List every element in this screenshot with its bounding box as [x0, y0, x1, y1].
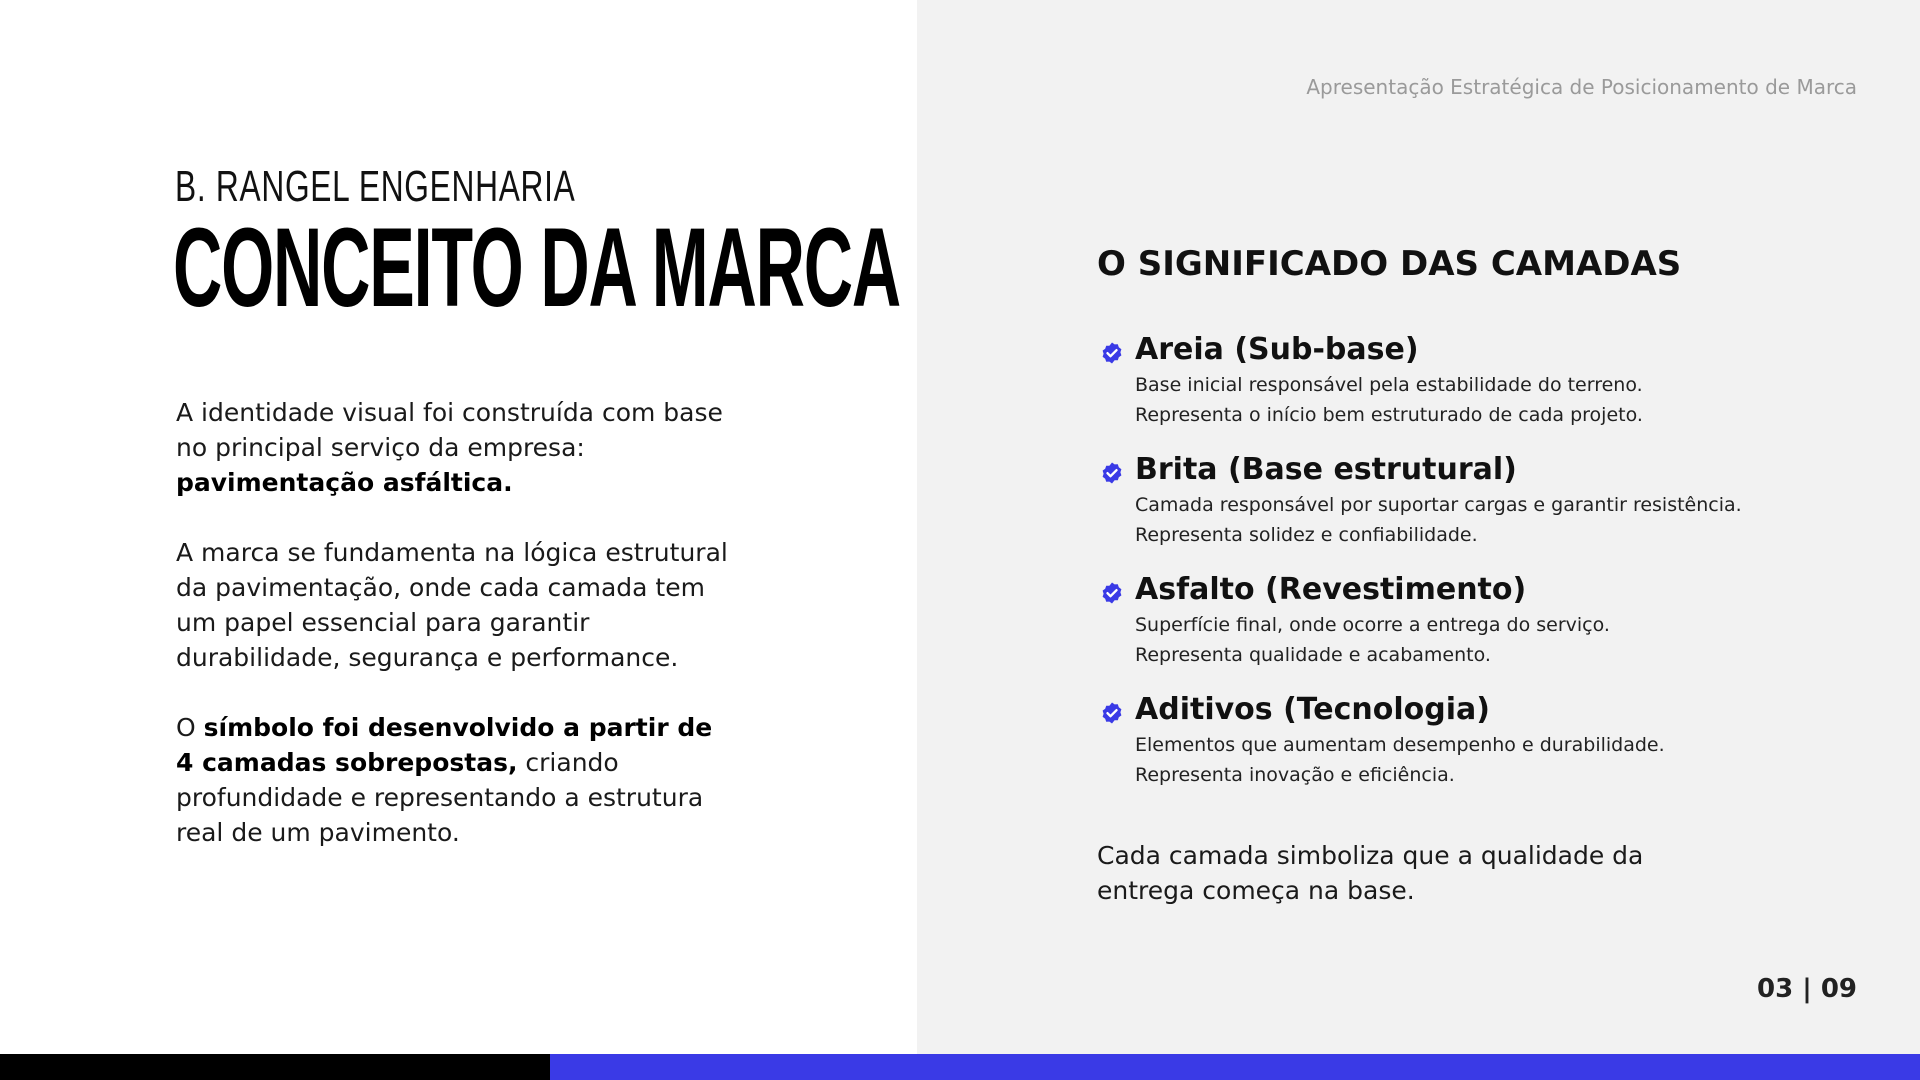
verified-check-icon	[1100, 341, 1124, 365]
paragraph-1: A identidade visual foi construída com base no principal serviço da empresa: pavimentação asfáltica.	[176, 398, 723, 497]
brand-name: B. RANGEL ENGENHARIA	[175, 162, 576, 211]
layer-title: Brita (Base estrutural)	[1135, 452, 1517, 487]
footer-bar-black	[0, 1054, 550, 1080]
layer-description: Representa solidez e confiabilidade.	[1135, 524, 1478, 546]
layer-description: Representa inovação e eficiência.	[1135, 764, 1455, 786]
layer-description: Base inicial responsável pela estabilidade do terreno.	[1135, 374, 1643, 396]
layer-item	[1097, 570, 1857, 690]
layer-description: Superfície final, onde ocorre a entrega do serviço.	[1135, 614, 1610, 636]
intro-text	[176, 395, 736, 885]
closing-statement: Cada camada simboliza que a qualidade da entrega começa na base.	[1097, 841, 1644, 905]
layers-list	[1097, 330, 1857, 810]
layer-title: Asfalto (Revestimento)	[1135, 572, 1527, 607]
layer-title: Areia (Sub-base)	[1135, 332, 1419, 367]
paragraph-2: A marca se fundamenta na lógica estrutural da pavimentação, onde cada camada tem um papel essencial para garantir durabilidade, segurança e performance.	[176, 538, 728, 672]
layer-item	[1097, 330, 1857, 450]
layer-item	[1097, 690, 1857, 810]
page-title: CONCEITO DA MARCA	[173, 205, 900, 330]
presentation-caption: Apresentação Estratégica de Posicionamento de Marca	[1306, 75, 1857, 99]
layer-item	[1097, 450, 1857, 570]
layer-description: Representa qualidade e acabamento.	[1135, 644, 1491, 666]
verified-check-icon	[1100, 701, 1124, 725]
layer-description: Elementos que aumentam desempenho e durabilidade.	[1135, 734, 1665, 756]
footer-bar-blue	[550, 1054, 1920, 1080]
section-title: O SIGNIFICADO DAS CAMADAS	[1097, 244, 1682, 284]
layer-description: Representa o início bem estruturado de cada projeto.	[1135, 404, 1643, 426]
verified-check-icon	[1100, 581, 1124, 605]
layer-description: Camada responsável por suportar cargas e garantir resistência.	[1135, 494, 1742, 516]
page-number: 03 | 09	[1757, 974, 1857, 1004]
verified-check-icon	[1100, 461, 1124, 485]
layer-title: Aditivos (Tecnologia)	[1135, 692, 1490, 727]
paragraph-3: O símbolo foi desenvolvido a partir de 4 camadas sobrepostas, criando profundidade e representando a estrutura real de um pavimento.	[176, 713, 713, 847]
